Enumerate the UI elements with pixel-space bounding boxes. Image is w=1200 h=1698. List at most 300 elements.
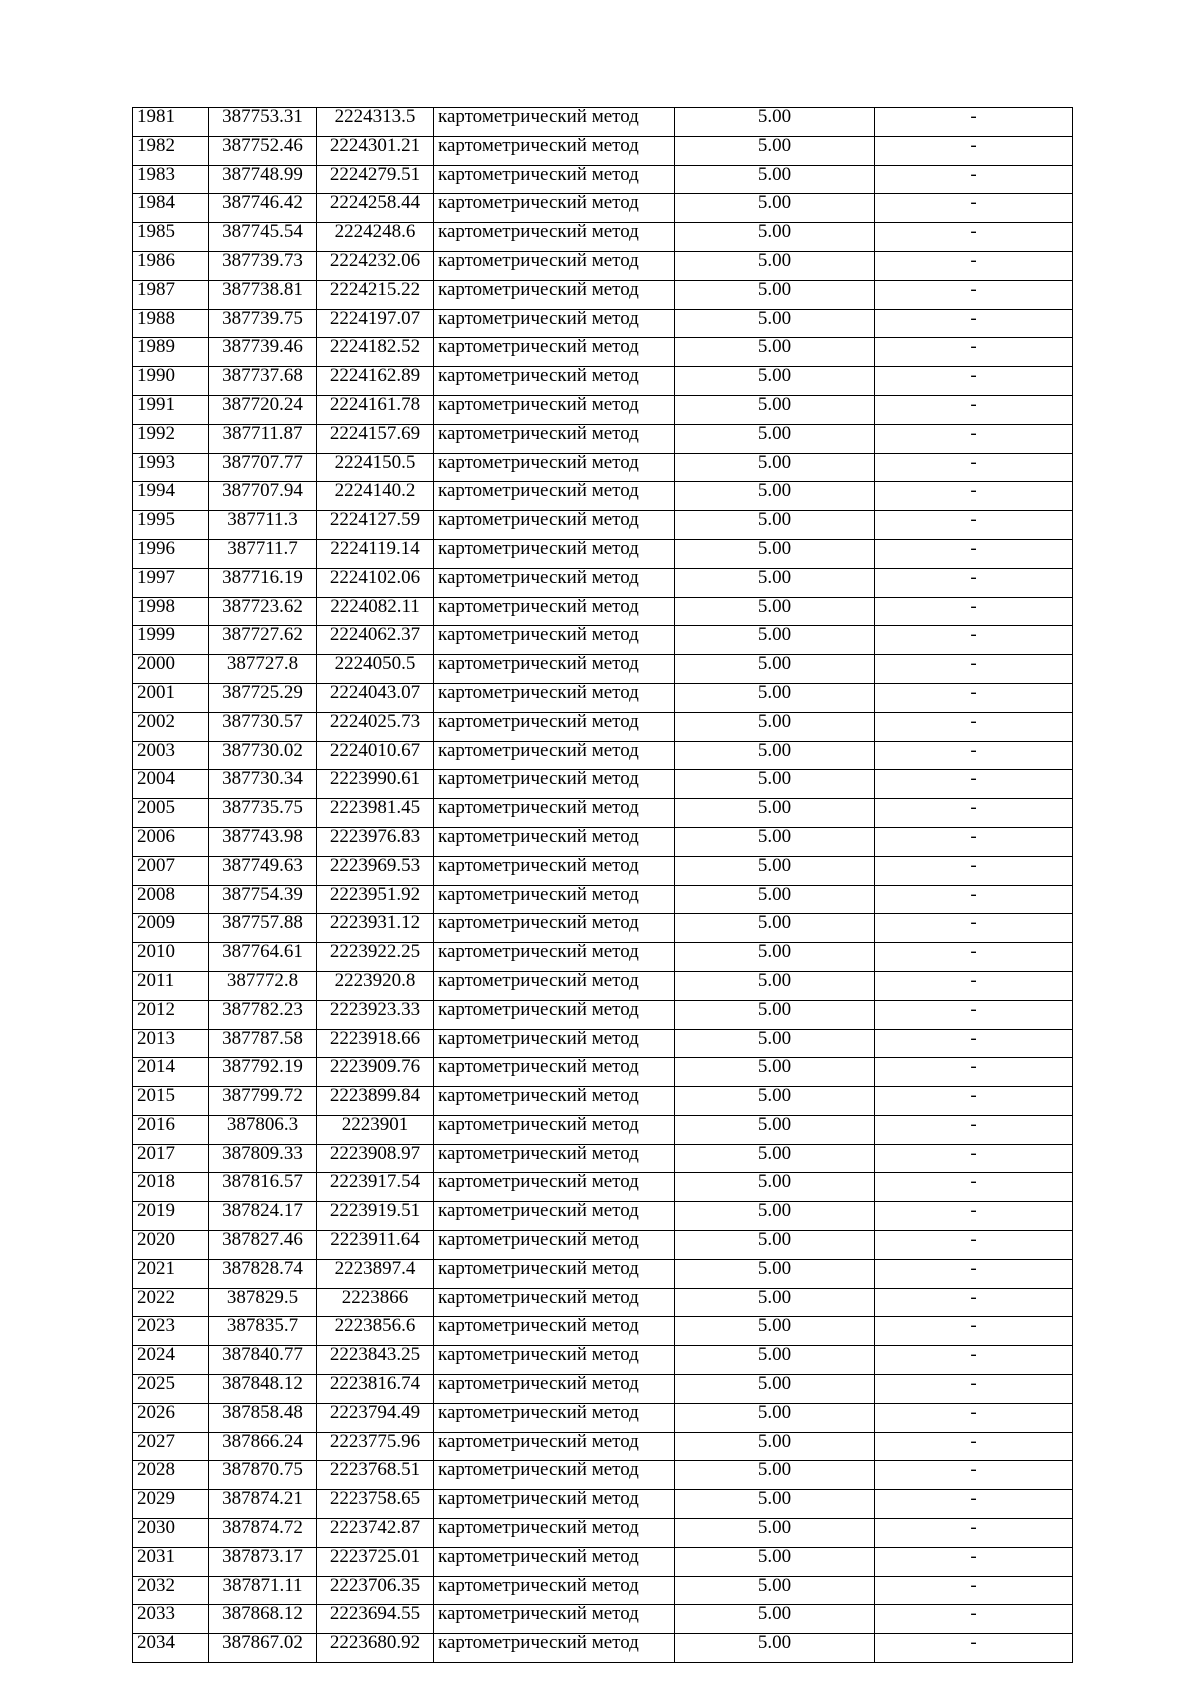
description-cell: - xyxy=(875,770,1073,799)
y-coordinate-cell: 2223725.01 xyxy=(317,1547,434,1576)
description-cell: - xyxy=(875,1605,1073,1634)
method-cell: картометрический метод xyxy=(434,1058,675,1087)
point-number-cell: 2001 xyxy=(133,683,209,712)
table-row xyxy=(133,655,1073,684)
y-coordinate-cell: 2224102.06 xyxy=(317,568,434,597)
method-cell: картометрический метод xyxy=(434,799,675,828)
y-coordinate-cell: 2224313.5 xyxy=(317,108,434,137)
method-cell: картометрический метод xyxy=(434,943,675,972)
description-cell: - xyxy=(875,1346,1073,1375)
table-row xyxy=(133,1461,1073,1490)
accuracy-cell: 5.00 xyxy=(675,712,875,741)
method-cell: картометрический метод xyxy=(434,367,675,396)
accuracy-cell: 5.00 xyxy=(675,971,875,1000)
x-coordinate-cell: 387711.3 xyxy=(209,511,317,540)
point-number-cell: 1991 xyxy=(133,395,209,424)
method-cell: картометрический метод xyxy=(434,453,675,482)
method-cell: картометрический метод xyxy=(434,1490,675,1519)
description-cell: - xyxy=(875,885,1073,914)
accuracy-cell: 5.00 xyxy=(675,1058,875,1087)
method-cell: картометрический метод xyxy=(434,1173,675,1202)
x-coordinate-cell: 387735.75 xyxy=(209,799,317,828)
accuracy-cell: 5.00 xyxy=(675,827,875,856)
point-number-cell: 1996 xyxy=(133,539,209,568)
description-cell: - xyxy=(875,1634,1073,1663)
y-coordinate-cell: 2223843.25 xyxy=(317,1346,434,1375)
method-cell: картометрический метод xyxy=(434,1403,675,1432)
method-cell: картометрический метод xyxy=(434,914,675,943)
table-row xyxy=(133,827,1073,856)
accuracy-cell: 5.00 xyxy=(675,309,875,338)
y-coordinate-cell: 2223909.76 xyxy=(317,1058,434,1087)
accuracy-cell: 5.00 xyxy=(675,453,875,482)
x-coordinate-cell: 387867.02 xyxy=(209,1634,317,1663)
method-cell: картометрический метод xyxy=(434,856,675,885)
point-number-cell: 2008 xyxy=(133,885,209,914)
description-cell: - xyxy=(875,1576,1073,1605)
point-number-cell: 2034 xyxy=(133,1634,209,1663)
point-number-cell: 1990 xyxy=(133,367,209,396)
table-row xyxy=(133,1346,1073,1375)
y-coordinate-cell: 2224140.2 xyxy=(317,482,434,511)
x-coordinate-cell: 387739.73 xyxy=(209,251,317,280)
point-number-cell: 1981 xyxy=(133,108,209,137)
x-coordinate-cell: 387816.57 xyxy=(209,1173,317,1202)
y-coordinate-cell: 2223918.66 xyxy=(317,1029,434,1058)
accuracy-cell: 5.00 xyxy=(675,280,875,309)
table-row xyxy=(133,1403,1073,1432)
y-coordinate-cell: 2224050.5 xyxy=(317,655,434,684)
x-coordinate-cell: 387737.68 xyxy=(209,367,317,396)
point-number-cell: 1982 xyxy=(133,136,209,165)
table-row xyxy=(133,626,1073,655)
method-cell: картометрический метод xyxy=(434,1231,675,1260)
accuracy-cell: 5.00 xyxy=(675,1461,875,1490)
table-row xyxy=(133,1202,1073,1231)
point-number-cell: 1998 xyxy=(133,597,209,626)
x-coordinate-cell: 387748.99 xyxy=(209,165,317,194)
y-coordinate-cell: 2223908.97 xyxy=(317,1144,434,1173)
method-cell: картометрический метод xyxy=(434,194,675,223)
x-coordinate-cell: 387725.29 xyxy=(209,683,317,712)
table-row xyxy=(133,1259,1073,1288)
accuracy-cell: 5.00 xyxy=(675,1375,875,1404)
coordinates-table-body xyxy=(133,108,1073,1663)
x-coordinate-cell: 387873.17 xyxy=(209,1547,317,1576)
accuracy-cell: 5.00 xyxy=(675,1634,875,1663)
y-coordinate-cell: 2223706.35 xyxy=(317,1576,434,1605)
description-cell: - xyxy=(875,136,1073,165)
description-cell: - xyxy=(875,943,1073,972)
method-cell: картометрический метод xyxy=(434,108,675,137)
table-row xyxy=(133,511,1073,540)
accuracy-cell: 5.00 xyxy=(675,799,875,828)
y-coordinate-cell: 2223768.51 xyxy=(317,1461,434,1490)
accuracy-cell: 5.00 xyxy=(675,424,875,453)
point-number-cell: 1993 xyxy=(133,453,209,482)
y-coordinate-cell: 2224119.14 xyxy=(317,539,434,568)
description-cell: - xyxy=(875,1058,1073,1087)
y-coordinate-cell: 2224215.22 xyxy=(317,280,434,309)
accuracy-cell: 5.00 xyxy=(675,741,875,770)
method-cell: картометрический метод xyxy=(434,770,675,799)
table-row xyxy=(133,1432,1073,1461)
accuracy-cell: 5.00 xyxy=(675,1547,875,1576)
table-row xyxy=(133,1231,1073,1260)
accuracy-cell: 5.00 xyxy=(675,1000,875,1029)
table-row xyxy=(133,482,1073,511)
point-number-cell: 1988 xyxy=(133,309,209,338)
x-coordinate-cell: 387792.19 xyxy=(209,1058,317,1087)
accuracy-cell: 5.00 xyxy=(675,1490,875,1519)
table-row xyxy=(133,799,1073,828)
y-coordinate-cell: 2223990.61 xyxy=(317,770,434,799)
method-cell: картометрический метод xyxy=(434,683,675,712)
y-coordinate-cell: 2224150.5 xyxy=(317,453,434,482)
point-number-cell: 2019 xyxy=(133,1202,209,1231)
table-row xyxy=(133,338,1073,367)
description-cell: - xyxy=(875,1115,1073,1144)
description-cell: - xyxy=(875,194,1073,223)
point-number-cell: 1997 xyxy=(133,568,209,597)
table-row xyxy=(133,395,1073,424)
method-cell: картометрический метод xyxy=(434,1634,675,1663)
description-cell: - xyxy=(875,1547,1073,1576)
accuracy-cell: 5.00 xyxy=(675,1519,875,1548)
description-cell: - xyxy=(875,626,1073,655)
method-cell: картометрический метод xyxy=(434,1576,675,1605)
method-cell: картометрический метод xyxy=(434,827,675,856)
method-cell: картометрический метод xyxy=(434,539,675,568)
method-cell: картометрический метод xyxy=(434,424,675,453)
x-coordinate-cell: 387806.3 xyxy=(209,1115,317,1144)
description-cell: - xyxy=(875,309,1073,338)
description-cell: - xyxy=(875,1519,1073,1548)
description-cell: - xyxy=(875,1317,1073,1346)
x-coordinate-cell: 387870.75 xyxy=(209,1461,317,1490)
point-number-cell: 2017 xyxy=(133,1144,209,1173)
description-cell: - xyxy=(875,223,1073,252)
table-row xyxy=(133,597,1073,626)
method-cell: картометрический метод xyxy=(434,626,675,655)
point-number-cell: 2023 xyxy=(133,1317,209,1346)
point-number-cell: 1983 xyxy=(133,165,209,194)
x-coordinate-cell: 387711.87 xyxy=(209,424,317,453)
y-coordinate-cell: 2224127.59 xyxy=(317,511,434,540)
accuracy-cell: 5.00 xyxy=(675,1317,875,1346)
accuracy-cell: 5.00 xyxy=(675,1202,875,1231)
x-coordinate-cell: 387858.48 xyxy=(209,1403,317,1432)
x-coordinate-cell: 387871.11 xyxy=(209,1576,317,1605)
method-cell: картометрический метод xyxy=(434,885,675,914)
table-row xyxy=(133,683,1073,712)
table-row xyxy=(133,1375,1073,1404)
table-row xyxy=(133,453,1073,482)
method-cell: картометрический метод xyxy=(434,1087,675,1116)
accuracy-cell: 5.00 xyxy=(675,367,875,396)
point-number-cell: 1987 xyxy=(133,280,209,309)
x-coordinate-cell: 387840.77 xyxy=(209,1346,317,1375)
accuracy-cell: 5.00 xyxy=(675,1346,875,1375)
point-number-cell: 1994 xyxy=(133,482,209,511)
y-coordinate-cell: 2223911.64 xyxy=(317,1231,434,1260)
table-row xyxy=(133,1115,1073,1144)
point-number-cell: 2030 xyxy=(133,1519,209,1548)
description-cell: - xyxy=(875,251,1073,280)
table-row xyxy=(133,770,1073,799)
table-row xyxy=(133,367,1073,396)
point-number-cell: 2018 xyxy=(133,1173,209,1202)
table-row xyxy=(133,309,1073,338)
description-cell: - xyxy=(875,165,1073,194)
accuracy-cell: 5.00 xyxy=(675,108,875,137)
method-cell: картометрический метод xyxy=(434,971,675,1000)
accuracy-cell: 5.00 xyxy=(675,338,875,367)
accuracy-cell: 5.00 xyxy=(675,856,875,885)
description-cell: - xyxy=(875,712,1073,741)
point-number-cell: 1989 xyxy=(133,338,209,367)
method-cell: картометрический метод xyxy=(434,223,675,252)
description-cell: - xyxy=(875,856,1073,885)
x-coordinate-cell: 387738.81 xyxy=(209,280,317,309)
table-row xyxy=(133,136,1073,165)
description-cell: - xyxy=(875,338,1073,367)
method-cell: картометрический метод xyxy=(434,1144,675,1173)
table-row xyxy=(133,1547,1073,1576)
x-coordinate-cell: 387723.62 xyxy=(209,597,317,626)
method-cell: картометрический метод xyxy=(434,165,675,194)
y-coordinate-cell: 2224197.07 xyxy=(317,309,434,338)
table-row xyxy=(133,741,1073,770)
description-cell: - xyxy=(875,1087,1073,1116)
point-number-cell: 2027 xyxy=(133,1432,209,1461)
y-coordinate-cell: 2224010.67 xyxy=(317,741,434,770)
method-cell: картометрический метод xyxy=(434,1605,675,1634)
method-cell: картометрический метод xyxy=(434,1259,675,1288)
point-number-cell: 1984 xyxy=(133,194,209,223)
x-coordinate-cell: 387754.39 xyxy=(209,885,317,914)
y-coordinate-cell: 2223920.8 xyxy=(317,971,434,1000)
accuracy-cell: 5.00 xyxy=(675,1144,875,1173)
method-cell: картометрический метод xyxy=(434,597,675,626)
point-number-cell: 2014 xyxy=(133,1058,209,1087)
accuracy-cell: 5.00 xyxy=(675,223,875,252)
description-cell: - xyxy=(875,108,1073,137)
method-cell: картометрический метод xyxy=(434,1317,675,1346)
table-row xyxy=(133,424,1073,453)
y-coordinate-cell: 2223866 xyxy=(317,1288,434,1317)
x-coordinate-cell: 387707.77 xyxy=(209,453,317,482)
x-coordinate-cell: 387809.33 xyxy=(209,1144,317,1173)
method-cell: картометрический метод xyxy=(434,1346,675,1375)
point-number-cell: 2024 xyxy=(133,1346,209,1375)
x-coordinate-cell: 387716.19 xyxy=(209,568,317,597)
x-coordinate-cell: 387787.58 xyxy=(209,1029,317,1058)
point-number-cell: 1986 xyxy=(133,251,209,280)
point-number-cell: 2006 xyxy=(133,827,209,856)
table-row xyxy=(133,1317,1073,1346)
y-coordinate-cell: 2223680.92 xyxy=(317,1634,434,1663)
method-cell: картометрический метод xyxy=(434,1288,675,1317)
x-coordinate-cell: 387730.02 xyxy=(209,741,317,770)
y-coordinate-cell: 2224182.52 xyxy=(317,338,434,367)
y-coordinate-cell: 2224157.69 xyxy=(317,424,434,453)
x-coordinate-cell: 387866.24 xyxy=(209,1432,317,1461)
accuracy-cell: 5.00 xyxy=(675,395,875,424)
accuracy-cell: 5.00 xyxy=(675,597,875,626)
accuracy-cell: 5.00 xyxy=(675,1605,875,1634)
description-cell: - xyxy=(875,1173,1073,1202)
accuracy-cell: 5.00 xyxy=(675,1029,875,1058)
x-coordinate-cell: 387707.94 xyxy=(209,482,317,511)
description-cell: - xyxy=(875,1231,1073,1260)
point-number-cell: 2004 xyxy=(133,770,209,799)
point-number-cell: 2010 xyxy=(133,943,209,972)
point-number-cell: 1985 xyxy=(133,223,209,252)
x-coordinate-cell: 387745.54 xyxy=(209,223,317,252)
method-cell: картометрический метод xyxy=(434,511,675,540)
accuracy-cell: 5.00 xyxy=(675,1432,875,1461)
point-number-cell: 2026 xyxy=(133,1403,209,1432)
accuracy-cell: 5.00 xyxy=(675,655,875,684)
x-coordinate-cell: 387828.74 xyxy=(209,1259,317,1288)
table-row xyxy=(133,108,1073,137)
description-cell: - xyxy=(875,971,1073,1000)
accuracy-cell: 5.00 xyxy=(675,683,875,712)
y-coordinate-cell: 2223976.83 xyxy=(317,827,434,856)
accuracy-cell: 5.00 xyxy=(675,568,875,597)
method-cell: картометрический метод xyxy=(434,741,675,770)
table-row xyxy=(133,1087,1073,1116)
accuracy-cell: 5.00 xyxy=(675,165,875,194)
table-row xyxy=(133,194,1073,223)
method-cell: картометрический метод xyxy=(434,280,675,309)
description-cell: - xyxy=(875,511,1073,540)
accuracy-cell: 5.00 xyxy=(675,943,875,972)
y-coordinate-cell: 2223922.25 xyxy=(317,943,434,972)
x-coordinate-cell: 387824.17 xyxy=(209,1202,317,1231)
description-cell: - xyxy=(875,1461,1073,1490)
table-row xyxy=(133,1144,1073,1173)
y-coordinate-cell: 2223758.65 xyxy=(317,1490,434,1519)
x-coordinate-cell: 387827.46 xyxy=(209,1231,317,1260)
y-coordinate-cell: 2223899.84 xyxy=(317,1087,434,1116)
accuracy-cell: 5.00 xyxy=(675,770,875,799)
y-coordinate-cell: 2223694.55 xyxy=(317,1605,434,1634)
point-number-cell: 1992 xyxy=(133,424,209,453)
table-row xyxy=(133,1634,1073,1663)
method-cell: картометрический метод xyxy=(434,568,675,597)
table-row xyxy=(133,165,1073,194)
description-cell: - xyxy=(875,424,1073,453)
method-cell: картометрический метод xyxy=(434,338,675,367)
description-cell: - xyxy=(875,914,1073,943)
point-number-cell: 2031 xyxy=(133,1547,209,1576)
accuracy-cell: 5.00 xyxy=(675,1259,875,1288)
x-coordinate-cell: 387746.42 xyxy=(209,194,317,223)
table-row xyxy=(133,1288,1073,1317)
x-coordinate-cell: 387829.5 xyxy=(209,1288,317,1317)
y-coordinate-cell: 2223816.74 xyxy=(317,1375,434,1404)
description-cell: - xyxy=(875,280,1073,309)
description-cell: - xyxy=(875,1000,1073,1029)
table-row xyxy=(133,1058,1073,1087)
accuracy-cell: 5.00 xyxy=(675,626,875,655)
y-coordinate-cell: 2224161.78 xyxy=(317,395,434,424)
method-cell: картометрический метод xyxy=(434,1519,675,1548)
description-cell: - xyxy=(875,1403,1073,1432)
method-cell: картометрический метод xyxy=(434,136,675,165)
y-coordinate-cell: 2223901 xyxy=(317,1115,434,1144)
table-row xyxy=(133,971,1073,1000)
table-row xyxy=(133,712,1073,741)
x-coordinate-cell: 387730.34 xyxy=(209,770,317,799)
description-cell: - xyxy=(875,741,1073,770)
method-cell: картометрический метод xyxy=(434,1029,675,1058)
x-coordinate-cell: 387772.8 xyxy=(209,971,317,1000)
point-number-cell: 2015 xyxy=(133,1087,209,1116)
point-number-cell: 2020 xyxy=(133,1231,209,1260)
point-number-cell: 2025 xyxy=(133,1375,209,1404)
accuracy-cell: 5.00 xyxy=(675,511,875,540)
x-coordinate-cell: 387757.88 xyxy=(209,914,317,943)
method-cell: картометрический метод xyxy=(434,1202,675,1231)
method-cell: картометрический метод xyxy=(434,309,675,338)
y-coordinate-cell: 2224043.07 xyxy=(317,683,434,712)
y-coordinate-cell: 2223923.33 xyxy=(317,1000,434,1029)
y-coordinate-cell: 2224258.44 xyxy=(317,194,434,223)
table-row xyxy=(133,856,1073,885)
point-number-cell: 2007 xyxy=(133,856,209,885)
x-coordinate-cell: 387835.7 xyxy=(209,1317,317,1346)
method-cell: картометрический метод xyxy=(434,1547,675,1576)
y-coordinate-cell: 2223969.53 xyxy=(317,856,434,885)
method-cell: картометрический метод xyxy=(434,482,675,511)
description-cell: - xyxy=(875,1288,1073,1317)
table-row xyxy=(133,1519,1073,1548)
point-number-cell: 2002 xyxy=(133,712,209,741)
point-number-cell: 2033 xyxy=(133,1605,209,1634)
point-number-cell: 2012 xyxy=(133,1000,209,1029)
y-coordinate-cell: 2223775.96 xyxy=(317,1432,434,1461)
point-number-cell: 2021 xyxy=(133,1259,209,1288)
method-cell: картометрический метод xyxy=(434,1000,675,1029)
method-cell: картометрический метод xyxy=(434,1432,675,1461)
y-coordinate-cell: 2223917.54 xyxy=(317,1173,434,1202)
x-coordinate-cell: 387749.63 xyxy=(209,856,317,885)
accuracy-cell: 5.00 xyxy=(675,1115,875,1144)
table-row xyxy=(133,1000,1073,1029)
y-coordinate-cell: 2223742.87 xyxy=(317,1519,434,1548)
x-coordinate-cell: 387739.46 xyxy=(209,338,317,367)
accuracy-cell: 5.00 xyxy=(675,1231,875,1260)
table-row xyxy=(133,1490,1073,1519)
description-cell: - xyxy=(875,1375,1073,1404)
x-coordinate-cell: 387764.61 xyxy=(209,943,317,972)
point-number-cell: 2013 xyxy=(133,1029,209,1058)
table-row xyxy=(133,914,1073,943)
point-number-cell: 2016 xyxy=(133,1115,209,1144)
method-cell: картометрический метод xyxy=(434,1375,675,1404)
table-row xyxy=(133,1576,1073,1605)
description-cell: - xyxy=(875,799,1073,828)
method-cell: картометрический метод xyxy=(434,712,675,741)
description-cell: - xyxy=(875,683,1073,712)
point-number-cell: 2005 xyxy=(133,799,209,828)
y-coordinate-cell: 2224062.37 xyxy=(317,626,434,655)
description-cell: - xyxy=(875,827,1073,856)
x-coordinate-cell: 387711.7 xyxy=(209,539,317,568)
